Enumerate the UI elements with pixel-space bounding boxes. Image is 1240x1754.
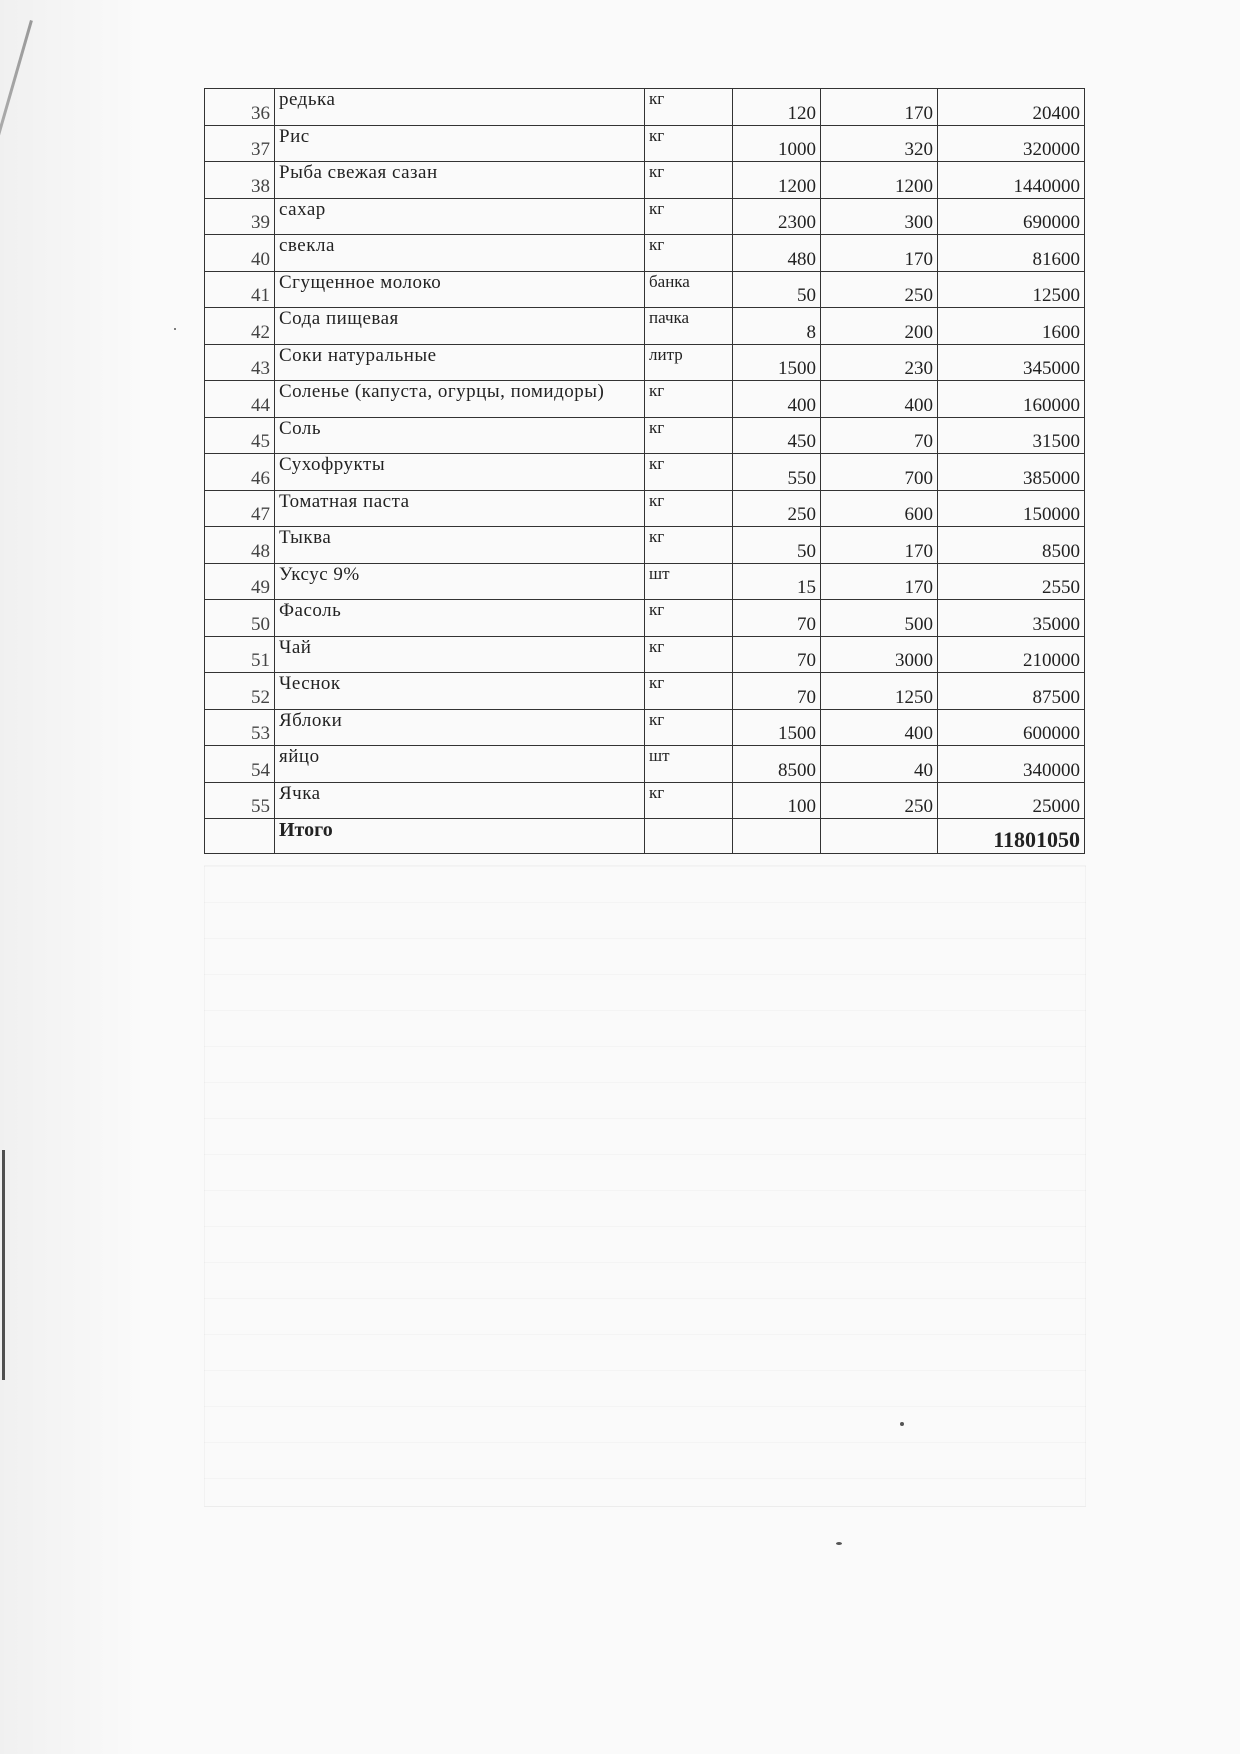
quantity-cell: 15 xyxy=(733,563,821,600)
product-name-cell: Сухофрукты xyxy=(275,454,645,491)
table-row xyxy=(205,308,1085,345)
table-row xyxy=(205,782,1085,819)
quantity-cell: 2300 xyxy=(733,198,821,235)
sum-cell: 81600 xyxy=(938,235,1085,272)
quantity-cell: 70 xyxy=(733,600,821,637)
sum-cell: 31500 xyxy=(938,417,1085,454)
unit-cell: банка xyxy=(645,271,733,308)
sum-cell: 2550 xyxy=(938,563,1085,600)
quantity-cell: 1000 xyxy=(733,125,821,162)
unit-cell: кг xyxy=(645,673,733,710)
table-row xyxy=(205,709,1085,746)
unit-cell: кг xyxy=(645,89,733,126)
row-number-cell: 43 xyxy=(205,344,275,381)
price-cell: 1250 xyxy=(821,673,938,710)
product-name-cell: Сода пищевая xyxy=(275,308,645,345)
table-row xyxy=(205,125,1085,162)
table-row xyxy=(205,746,1085,783)
product-name-cell: Чеснок xyxy=(275,673,645,710)
price-cell: 230 xyxy=(821,344,938,381)
scan-speck xyxy=(174,328,176,330)
unit-cell: кг xyxy=(645,636,733,673)
table-row xyxy=(205,381,1085,418)
scan-edge-mark xyxy=(2,1150,5,1380)
price-cell: 400 xyxy=(821,381,938,418)
product-name-cell: редька xyxy=(275,89,645,126)
quantity-cell: 1500 xyxy=(733,344,821,381)
unit-cell: пачка xyxy=(645,308,733,345)
total-row xyxy=(205,819,1085,854)
price-cell: 320 xyxy=(821,125,938,162)
sum-cell: 8500 xyxy=(938,527,1085,564)
product-name-cell: Томатная паста xyxy=(275,490,645,527)
price-cell: 3000 xyxy=(821,636,938,673)
row-number-cell: 41 xyxy=(205,271,275,308)
table-row xyxy=(205,162,1085,199)
unit-cell: кг xyxy=(645,381,733,418)
product-name-cell: Соки натуральные xyxy=(275,344,645,381)
price-cell: 300 xyxy=(821,198,938,235)
quantity-cell: 1200 xyxy=(733,162,821,199)
total-no-cell xyxy=(205,819,275,854)
product-name-cell: Чай xyxy=(275,636,645,673)
table-row xyxy=(205,198,1085,235)
sum-cell: 690000 xyxy=(938,198,1085,235)
scan-shadow xyxy=(0,0,140,1754)
row-number-cell: 38 xyxy=(205,162,275,199)
table-row xyxy=(205,235,1085,272)
total-unit-cell xyxy=(645,819,733,854)
price-cell: 170 xyxy=(821,563,938,600)
sum-cell: 340000 xyxy=(938,746,1085,783)
unit-cell: кг xyxy=(645,527,733,564)
sum-cell: 210000 xyxy=(938,636,1085,673)
unit-cell: кг xyxy=(645,125,733,162)
price-cell: 500 xyxy=(821,600,938,637)
price-cell: 1200 xyxy=(821,162,938,199)
product-name-cell: Фасоль xyxy=(275,600,645,637)
table-row xyxy=(205,673,1085,710)
quantity-cell: 250 xyxy=(733,490,821,527)
sum-cell: 35000 xyxy=(938,600,1085,637)
price-cell: 250 xyxy=(821,271,938,308)
product-name-cell: Яблоки xyxy=(275,709,645,746)
row-number-cell: 39 xyxy=(205,198,275,235)
row-number-cell: 49 xyxy=(205,563,275,600)
price-cell: 250 xyxy=(821,782,938,819)
table-row xyxy=(205,527,1085,564)
price-cell: 170 xyxy=(821,235,938,272)
table-row xyxy=(205,89,1085,126)
table-row xyxy=(205,271,1085,308)
sum-cell: 1600 xyxy=(938,308,1085,345)
product-name-cell: Соленье (капуста, огурцы, помидоры) xyxy=(275,381,645,418)
unit-cell: кг xyxy=(645,709,733,746)
unit-cell: кг xyxy=(645,454,733,491)
scan-speck xyxy=(900,1422,904,1426)
table-row xyxy=(205,563,1085,600)
quantity-cell: 1500 xyxy=(733,709,821,746)
total-value: 11801050 xyxy=(938,819,1085,854)
unit-cell: кг xyxy=(645,600,733,637)
bleed-through-table xyxy=(204,865,1086,1507)
unit-cell: шт xyxy=(645,563,733,600)
row-number-cell: 47 xyxy=(205,490,275,527)
unit-cell: шт xyxy=(645,746,733,783)
product-name-cell: Сгущенное молоко xyxy=(275,271,645,308)
table-row xyxy=(205,636,1085,673)
price-cell: 40 xyxy=(821,746,938,783)
products-table xyxy=(204,88,1085,854)
price-cell: 170 xyxy=(821,89,938,126)
row-number-cell: 40 xyxy=(205,235,275,272)
table-row xyxy=(205,344,1085,381)
table-row xyxy=(205,490,1085,527)
quantity-cell: 70 xyxy=(733,636,821,673)
unit-cell: кг xyxy=(645,198,733,235)
row-number-cell: 42 xyxy=(205,308,275,345)
row-number-cell: 36 xyxy=(205,89,275,126)
row-number-cell: 48 xyxy=(205,527,275,564)
sum-cell: 87500 xyxy=(938,673,1085,710)
price-cell: 200 xyxy=(821,308,938,345)
quantity-cell: 8 xyxy=(733,308,821,345)
quantity-cell: 50 xyxy=(733,527,821,564)
unit-cell: кг xyxy=(645,162,733,199)
quantity-cell: 120 xyxy=(733,89,821,126)
total-price-cell xyxy=(821,819,938,854)
row-number-cell: 45 xyxy=(205,417,275,454)
price-cell: 700 xyxy=(821,454,938,491)
table-row xyxy=(205,600,1085,637)
product-name-cell: Уксус 9% xyxy=(275,563,645,600)
row-number-cell: 37 xyxy=(205,125,275,162)
sum-cell: 12500 xyxy=(938,271,1085,308)
total-qty-cell xyxy=(733,819,821,854)
quantity-cell: 100 xyxy=(733,782,821,819)
product-name-cell: свекла xyxy=(275,235,645,272)
row-number-cell: 51 xyxy=(205,636,275,673)
row-number-cell: 53 xyxy=(205,709,275,746)
product-name-cell: сахар xyxy=(275,198,645,235)
quantity-cell: 50 xyxy=(733,271,821,308)
sum-cell: 1440000 xyxy=(938,162,1085,199)
unit-cell: литр xyxy=(645,344,733,381)
sum-cell: 345000 xyxy=(938,344,1085,381)
quantity-cell: 450 xyxy=(733,417,821,454)
price-cell: 170 xyxy=(821,527,938,564)
sum-cell: 25000 xyxy=(938,782,1085,819)
unit-cell: кг xyxy=(645,417,733,454)
row-number-cell: 52 xyxy=(205,673,275,710)
quantity-cell: 8500 xyxy=(733,746,821,783)
row-number-cell: 50 xyxy=(205,600,275,637)
sum-cell: 20400 xyxy=(938,89,1085,126)
row-number-cell: 54 xyxy=(205,746,275,783)
row-number-cell: 46 xyxy=(205,454,275,491)
total-label: Итого xyxy=(275,819,645,854)
sum-cell: 320000 xyxy=(938,125,1085,162)
product-name-cell: Соль xyxy=(275,417,645,454)
product-name-cell: Рыба свежая сазан xyxy=(275,162,645,199)
quantity-cell: 550 xyxy=(733,454,821,491)
scan-speck xyxy=(836,1542,842,1545)
table-row xyxy=(205,454,1085,491)
product-name-cell: Тыква xyxy=(275,527,645,564)
table-body xyxy=(205,89,1085,854)
row-number-cell: 55 xyxy=(205,782,275,819)
product-name-cell: Ячка xyxy=(275,782,645,819)
sum-cell: 160000 xyxy=(938,381,1085,418)
sum-cell: 385000 xyxy=(938,454,1085,491)
product-name-cell: яйцо xyxy=(275,746,645,783)
unit-cell: кг xyxy=(645,782,733,819)
sum-cell: 150000 xyxy=(938,490,1085,527)
quantity-cell: 480 xyxy=(733,235,821,272)
row-number-cell: 44 xyxy=(205,381,275,418)
sum-cell: 600000 xyxy=(938,709,1085,746)
quantity-cell: 400 xyxy=(733,381,821,418)
unit-cell: кг xyxy=(645,235,733,272)
price-cell: 400 xyxy=(821,709,938,746)
table-row xyxy=(205,417,1085,454)
price-cell: 600 xyxy=(821,490,938,527)
quantity-cell: 70 xyxy=(733,673,821,710)
price-cell: 70 xyxy=(821,417,938,454)
product-name-cell: Рис xyxy=(275,125,645,162)
unit-cell: кг xyxy=(645,490,733,527)
